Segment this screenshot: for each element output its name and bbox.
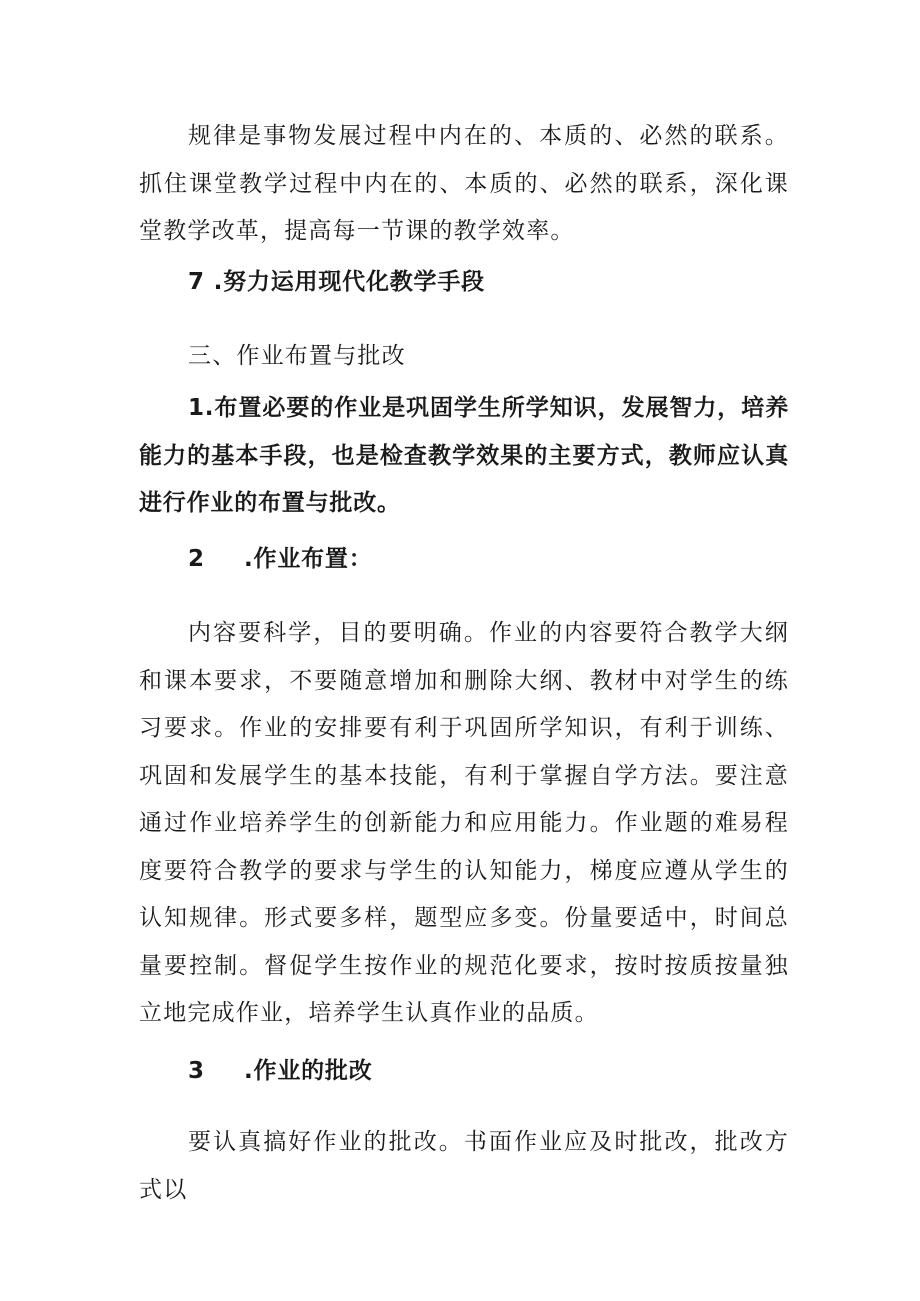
paragraph-homework-content: 内容要科学，目的要明确。作业的内容要符合教学大纲和课本要求，不要随意增加和删除大纲、教材中对学生的练习要求。作业的安排要有利于巩固所学知识，有利于训练、巩固和发展学生的基本技能，有利于掌握自学方法。要注意通过作业培养学生的创新能力和应用能力。作业题的难易程度要符合教学的要求与学生的认知能力，梯度应遵从学生的认知规律。形式要多样，题型应多变。份量要适中，时间总量要控制。督促学生按作业的规范化要求，按时按质按量独立地完成作业，培养学生认真作业的品质。 [139, 620, 789, 1026]
heading-modern-teaching-means [188, 266, 485, 298]
heading-number: 3 [188, 1058, 205, 1084]
section-title-homework: 三、作业布置与批改 [188, 343, 406, 369]
heading-text: .作业的批改 [244, 1058, 373, 1084]
paragraph-homework-correction: 要认真搞好作业的批改。书面作业应及时批改，批改方式以 [139, 1129, 789, 1203]
heading-text: .作业布置： [244, 546, 373, 572]
heading-homework-assignment [188, 543, 373, 575]
heading-number: 7 [188, 269, 205, 295]
heading-homework-correction [188, 1055, 373, 1087]
heading-number: 2 [188, 546, 205, 572]
paragraph-homework-purpose: 1.布置必要的作业是巩固学生所学知识，发展智力，培养能力的基本手段，也是检查教学效果的主要方式，教师应认真进行作业的布置与批改。 [139, 395, 789, 516]
heading-text: .努力运用现代化教学手段 [213, 269, 485, 295]
paragraph-law-of-teaching: 规律是事物发展过程中内在的、本质的、必然的联系。抓住课堂教学过程中内在的、本质的、必然的联系，深化课堂教学改革，提高每一节课的教学效率。 [139, 123, 789, 244]
